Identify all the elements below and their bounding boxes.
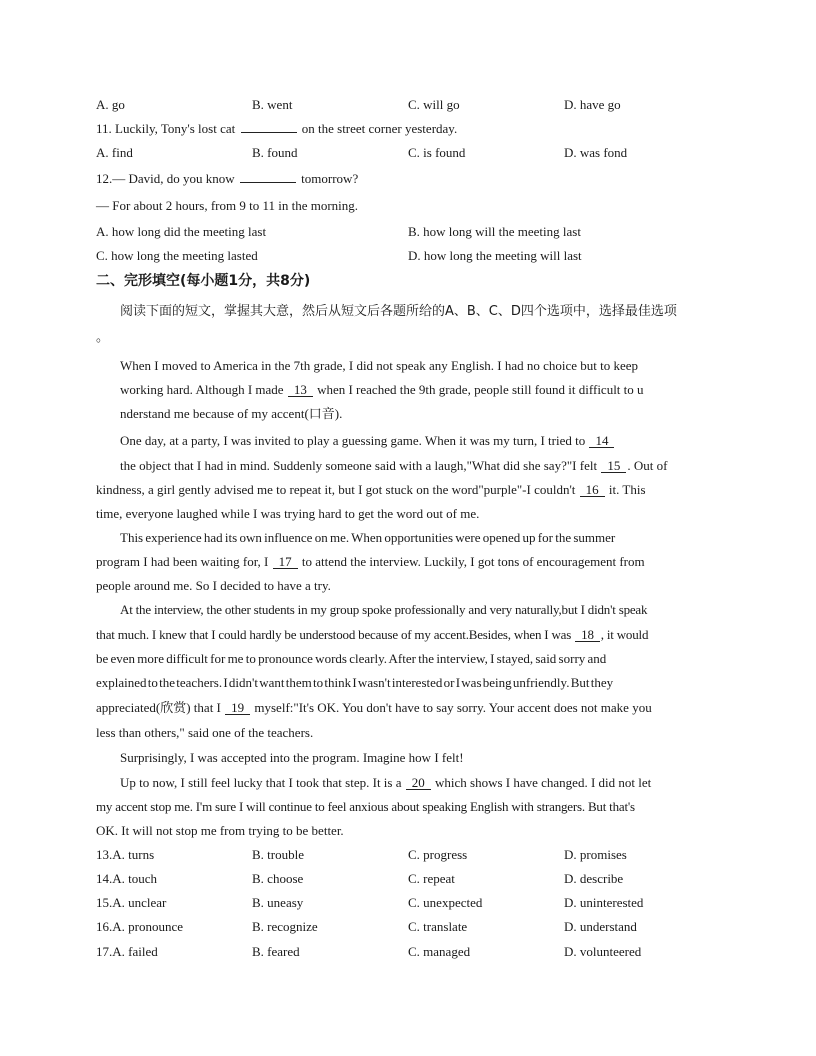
q12-options-row2 <box>96 248 721 264</box>
q13-option-d: D. promises <box>564 847 627 862</box>
q12-stem <box>96 171 721 187</box>
q17-option-d: D. volunteered <box>564 944 642 959</box>
q10-option-d: D. have go <box>564 97 621 112</box>
passage-text: working hard. Although I made <box>120 382 284 397</box>
q17-option-a: 17.A. failed <box>96 944 158 959</box>
q12-stem-after: tomorrow? <box>301 171 359 186</box>
blank-17: 17 <box>273 555 298 569</box>
passage-line: people around me. So I decided to have a try. <box>96 578 331 593</box>
blank-16: 16 <box>580 483 605 497</box>
q10-option-b: B. went <box>252 97 293 112</box>
q12-options-row1 <box>96 224 721 240</box>
passage-text: , it would <box>600 627 649 642</box>
q12-reply: — For about 2 hours, from 9 to 11 in the morning. <box>96 198 359 213</box>
passage-text: myself:"It's OK. You don't have to say sorry. Your accent does not make you <box>254 700 652 715</box>
q14-options <box>96 871 721 887</box>
passage-line: This experience had its own influence on me. When opportunities were opened up for the summer <box>120 530 616 545</box>
q16-option-b: B. recognize <box>252 919 318 934</box>
blank-20: 20 <box>406 776 431 790</box>
passage-line <box>120 458 745 474</box>
q11-options <box>96 145 721 161</box>
passage-text: One day, at a party, I was invited to play a guessing game. When it was my turn, I tried to <box>120 433 586 448</box>
passage-text: program I had been waiting for, I <box>96 554 269 569</box>
q12-option-b: B. how long will the meeting last <box>408 224 581 239</box>
q14-option-b: B. choose <box>252 871 304 886</box>
q12-option-a: A. how long did the meeting last <box>96 224 267 239</box>
passage-line: explained to the teachers. I didn't want them to think I wasn't interested or I was being unfriendly. But they <box>96 675 614 690</box>
passage-line <box>96 700 721 716</box>
blank-18: 18 <box>575 628 600 642</box>
q13-option-c: C. progress <box>408 847 468 862</box>
passage-line: my accent stop me. I'm sure I will continue to feel anxious about speaking English with strangers. But that's <box>96 799 635 814</box>
passage-line: be even more difficult for me to pronounce words clearly. After the interview, I stayed, said sorry and <box>96 651 607 666</box>
passage-text: when I reached the 9th grade, people still found it difficult to u <box>317 382 644 397</box>
passage-line: nderstand me because of my accent(口音). <box>120 406 343 421</box>
passage-line: When I moved to America in the 7th grade, I did not speak any English. I had no choice but to keep <box>120 358 639 373</box>
q11-stem-before: 11. Luckily, Tony's lost cat <box>96 121 236 136</box>
q14-option-a: 14.A. touch <box>96 871 158 886</box>
q16-option-d: D. understand <box>564 919 637 934</box>
passage-text: Up to now, I still feel lucky that I took that step. It is a <box>120 775 402 790</box>
passage-line <box>120 382 745 398</box>
q17-options <box>96 944 721 960</box>
q17-option-c: C. managed <box>408 944 471 959</box>
q14-option-d: D. describe <box>564 871 624 886</box>
q16-option-c: C. translate <box>408 919 468 934</box>
q12-option-c: C. how long the meeting lasted <box>96 248 258 263</box>
section-instruction-end: 。 <box>96 330 110 345</box>
passage-line <box>96 627 721 643</box>
q13-option-a: 13.A. turns <box>96 847 155 862</box>
passage-line: Surprisingly, I was accepted into the program. Imagine how I felt! <box>120 750 464 765</box>
q10-option-c: C. will go <box>408 97 460 112</box>
q10-options <box>96 97 721 113</box>
q11-blank <box>241 121 297 133</box>
passage-text: that much. I knew that I could hardly be understood because of my accent.Besides, when I was <box>96 627 572 642</box>
q17-option-b: B. feared <box>252 944 300 959</box>
passage-line: OK. It will not stop me from trying to be better. <box>96 823 344 838</box>
blank-15: 15 <box>601 459 626 473</box>
q16-options <box>96 919 721 935</box>
q15-options <box>96 895 721 911</box>
passage-text: appreciated(欣赏) that I <box>96 700 221 715</box>
q11-option-d: D. was fond <box>564 145 628 160</box>
passage-text: . Out of <box>627 458 668 473</box>
passage-line <box>120 433 745 449</box>
q14-option-c: C. repeat <box>408 871 455 886</box>
section-title: 二、完形填空(每小题1分，共8分) <box>96 273 311 289</box>
passage-line: time, everyone laughed while I was trying hard to get the word out of me. <box>96 506 480 521</box>
q12-stem-before: 12.— David, do you know <box>96 171 235 186</box>
q12-option-d: D. how long the meeting will last <box>408 248 582 263</box>
passage-line <box>96 482 721 498</box>
q13-option-b: B. trouble <box>252 847 304 862</box>
passage-line: less than others," said one of the teachers. <box>96 725 314 740</box>
passage-text: to attend the interview. Luckily, I got tons of encouragement from <box>301 554 645 569</box>
q13-options <box>96 847 721 863</box>
q15-option-a: 15.A. unclear <box>96 895 167 910</box>
passage-line <box>96 554 721 570</box>
q12-blank <box>240 171 296 183</box>
blank-13: 13 <box>288 383 313 397</box>
q16-option-a: 16.A. pronounce <box>96 919 184 934</box>
q11-option-a: A. find <box>96 145 133 160</box>
q10-option-a: A. go <box>96 97 125 112</box>
blank-19: 19 <box>225 701 250 715</box>
blank-14: 14 <box>589 434 614 448</box>
q11-option-b: B. found <box>252 145 298 160</box>
q11-stem-after: on the street corner yesterday. <box>301 121 458 136</box>
passage-text: kindness, a girl gently advised me to repeat it, but I got stuck on the word"purple"-I couldn't <box>96 482 576 497</box>
passage-text: it. This <box>608 482 646 497</box>
passage-text: the object that I had in mind. Suddenly someone said with a laugh,"What did she say?"I felt <box>120 458 598 473</box>
q11-option-c: C. is found <box>408 145 466 160</box>
q15-option-d: D. uninterested <box>564 895 644 910</box>
q11-stem <box>96 121 721 137</box>
passage-line: At the interview, the other students in my group spoke professionally and very naturally,but I didn't speak <box>120 602 648 617</box>
q15-option-b: B. uneasy <box>252 895 304 910</box>
passage-text: which shows I have changed. I did not let <box>435 775 652 790</box>
q15-option-c: C. unexpected <box>408 895 483 910</box>
passage-line <box>120 775 745 791</box>
section-instruction: 阅读下面的短文，掌握其大意，然后从短文后各题所给的A、B、C、D四个选项中，选择最佳选项 <box>120 304 677 319</box>
